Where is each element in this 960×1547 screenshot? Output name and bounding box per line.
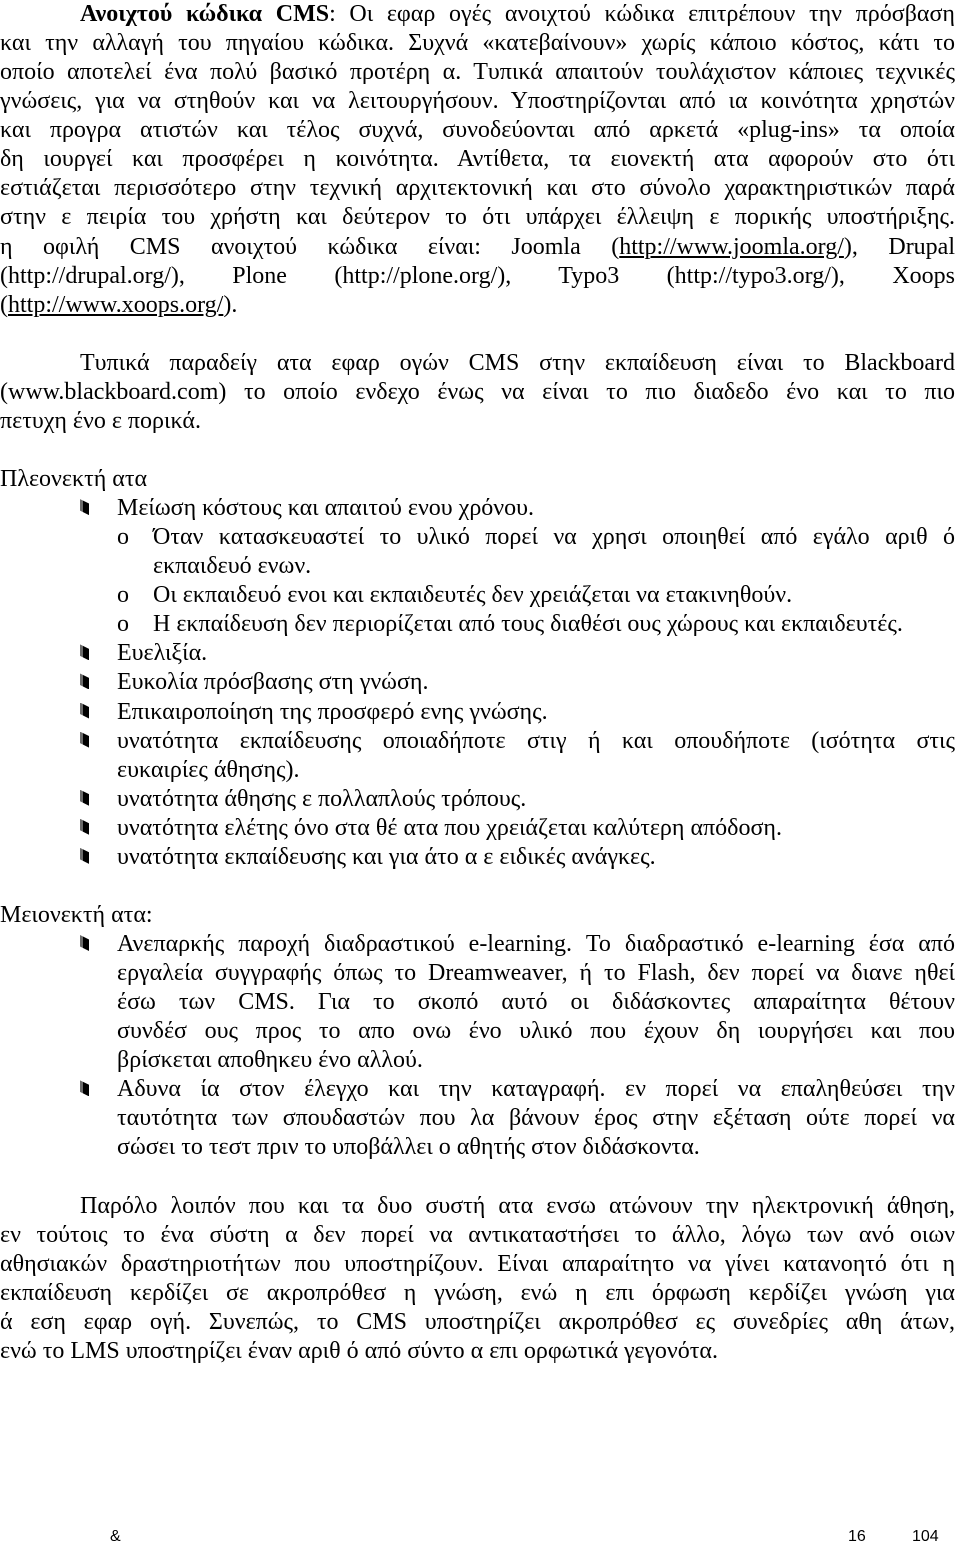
list-item	[0, 843, 955, 872]
list-item-text: Ευκολία πρόσβασης στη γνώση.	[117, 669, 429, 696]
bullet-icon	[80, 499, 89, 515]
paragraph-line: πετυχη ένο ε πορικά.	[0, 407, 201, 434]
list-item	[0, 494, 955, 523]
list-item	[0, 814, 955, 843]
list-item	[0, 639, 955, 668]
list-item-text: υνατότητα εκπαίδευσης και για άτο α ε ειδικές ανάγκες.	[117, 843, 656, 870]
paragraph-line: εστιάζεται περισσότερο στην τεχνική αρχιτεκτονική και στο σύνολο χαρακτηριστικών παρά	[0, 175, 955, 202]
paragraph-line: (www.blackboard.com) το οποίο ενδεχο ένως να είναι το πιο διαδεδο ένο και το πιο	[0, 378, 955, 405]
bullet-icon	[80, 1080, 89, 1096]
line-text: (	[0, 291, 8, 318]
paragraph-line: γνώσεις, για να στηθούν και να λειτουργήσουν. Υποστηρίζονται από ια κοινότητα χρηστών	[0, 88, 955, 115]
line-text: ), Drupal	[843, 233, 955, 260]
paragraph-line	[0, 291, 955, 320]
bullet-icon	[80, 673, 89, 689]
paragraph-line: ενώ το LMS υποστηρίζει έναν αριθ ό από σύντο α επι ορφωτικά γεγονότα.	[0, 1337, 718, 1364]
paragraph-line: (http://drupal.org/), Plone (http://plone.org/), Typo3 (http://typo3.org/), Xoops	[0, 262, 955, 289]
sub-list-item	[0, 581, 955, 610]
list-item-text: Ανεπαρκής παροχή διαδραστικού e-learning. Το διαδραστικό e-learning έσα από	[117, 931, 955, 957]
link-xoops[interactable]: http://www.xoops.org/	[8, 291, 224, 318]
heading-disadvantages: Μειονεκτή ατα:	[0, 901, 153, 928]
list-item-text: Η εκπαίδευση δεν περιορίζεται από τους διαθέσι ους χώρους και εκπαιδευτές.	[153, 611, 903, 638]
bullet-icon	[80, 644, 89, 660]
list-item-text: υνατότητα εκπαίδευσης οποιαδήποτε στιγ ή και οπουδήποτε (ισότητα στις	[117, 727, 955, 754]
list-item-text: Οι εκπαιδευό ενοι και εκπαιδευτές δεν χρειάζεται να ετακινηθούν.	[153, 582, 793, 609]
heading-advantages: Πλεονεκτή ατα	[0, 466, 148, 492]
paragraph-line: δη ιουργεί και προσφέρει η κοινότητα. Αντίθετα, τα ειονεκτή ατα αφορούν στο ότι	[0, 146, 955, 173]
list-item	[0, 1075, 955, 1104]
line-text: ).	[223, 291, 238, 318]
list-item-text: Αδυνα ία στον έλεγχο και την καταγραφή. εν πορεί να επαληθεύσει την	[117, 1076, 955, 1103]
list-item-text: Επικαιροποίηση της προσφερό ενης γνώσης.	[117, 698, 548, 725]
line-text: η οφιλή CMS ανοιχτού κώδικα είναι: Joomla (	[0, 233, 620, 260]
paragraph-line	[0, 233, 955, 262]
list-item-text: Ευελιξία.	[117, 640, 208, 667]
paragraph-line: και την αλλαγή του πηγαίου κώδικα. Συχνά «κατεβαίνουν» χωρίς κάποιο κόστος, κάτι το	[0, 30, 955, 57]
sub-list-item-continuation: εκπαιδευό ενων.	[153, 553, 312, 580]
link-joomla[interactable]: http://www.joomla.org/	[619, 233, 844, 260]
spacer	[0, 872, 955, 901]
bullet-icon	[80, 790, 89, 806]
sub-list-item	[0, 610, 955, 639]
bullet-icon	[80, 732, 89, 748]
list-item-continuation: έσω των CMS. Για το σκοπό αυτό οι διδάσκοντες απαραίτητα θέτουν	[117, 989, 955, 1016]
list-item-text: υνατότητα ελέτης όνο στα θέ ατα που χρειάζεται καλύτερη απόδοση.	[117, 814, 782, 841]
paragraph-line: εκπαίδευση κερδίζει σε ακροπρόθεσ η γνώση, ενώ η επι όρφωση κερδίζει γνώση για	[0, 1279, 955, 1306]
paragraph-line	[0, 0, 955, 29]
footer-symbol: &	[110, 1528, 121, 1545]
sub-list-item	[0, 523, 955, 552]
spacer	[0, 436, 955, 465]
spacer	[0, 1163, 955, 1192]
page-number: 16	[848, 1528, 866, 1545]
list-item-continuation: βρίσκεται αποθηκευ ένο αλλού.	[117, 1047, 423, 1074]
bullet-icon	[80, 935, 89, 951]
sub-bullet-marker: o	[117, 611, 129, 638]
list-item	[0, 785, 955, 814]
list-item-text: Όταν κατασκευαστεί το υλικό πορεί να χρησι οποιηθεί από εγάλο αριθ ό	[153, 524, 955, 551]
list-item	[0, 727, 955, 756]
sub-bullet-marker: o	[117, 524, 129, 551]
paragraph-line: και προγρα ατιστών και τέλος συχνά, συνοδεύονται από αρκετά «plug-ins» τα οποία	[0, 117, 955, 144]
sub-bullet-marker: o	[117, 582, 129, 609]
list-item-continuation: συνδέσ ους προς το απο ονω ένο υλικό που έχουν δη ιουργήσει και που	[117, 1018, 955, 1045]
list-item	[0, 668, 955, 697]
bullet-icon	[80, 848, 89, 864]
paragraph-line: Τυπικά παραδείγ ατα εφαρ ογών CMS στην εκπαίδευση είναι το Blackboard	[80, 349, 955, 376]
list-item	[0, 930, 955, 959]
bullet-icon	[80, 819, 89, 835]
list-item-continuation: ταυτότητα των σπουδαστών που λα βάνουν έρος στην εξέταση ούτε πορεί να	[117, 1105, 955, 1132]
list-item-text: υνατότητα άθησης ε πολλαπλούς τρόπους.	[117, 785, 527, 812]
list-item-continuation: σώσει το τεστ πριν το υποβάλλει ο αθητής στον διδάσκοντα.	[117, 1134, 700, 1161]
list-item-continuation: ευκαιρίες άθησης).	[117, 756, 300, 783]
list-item-text: Μείωση κόστους και απαιτού ενου χρόνου.	[117, 495, 535, 522]
bullet-icon	[80, 703, 89, 719]
bold-term: Ανοιχτού κώδικα CMS	[80, 1, 330, 27]
list-item-continuation: εργαλεία συγγραφής όπως το Dreamweaver, ή το Flash, δεν πορεί να διανε ηθεί	[117, 960, 955, 987]
spacer	[0, 320, 955, 349]
paragraph-line: ά εση εφαρ ογή. Συνεπώς, το CMS υποστηρίζει ακροπρόθεσ ες συνεδρίες αθη άτων,	[0, 1308, 955, 1335]
list-item	[0, 698, 955, 727]
page-total: 104	[912, 1528, 939, 1545]
line-text: : Οι εφαρ ογές ανοιχτού κώδικα επιτρέπουν την πρόσβαση	[329, 1, 955, 27]
paragraph-line: στην ε πειρία του χρήστη και δεύτερον το ότι υπάρχει έλλειψη ε πορικής υποστήριξης.	[0, 204, 955, 231]
paragraph-line: αθησιακών δραστηριοτήτων που υποστηρίζουν. Είναι απαραίτητο να γίνει κατανοητό ότι η	[0, 1250, 955, 1277]
paragraph-line: Παρόλο λοιπόν που και τα δυο συστή ατα ενσω ατώνουν την ηλεκτρονική άθηση,	[80, 1192, 955, 1219]
paragraph-line: εν τούτοις το ένα σύστη α δεν πορεί να αντικαταστήσει το άλλο, λόγω των ανό οιων	[0, 1221, 955, 1248]
paragraph-line: οποίο αποτελεί ένα πολύ βασικό προτέρη α. Τυπικά απαιτούν τουλάχιστον κάποιες τεχνικές	[0, 59, 955, 86]
